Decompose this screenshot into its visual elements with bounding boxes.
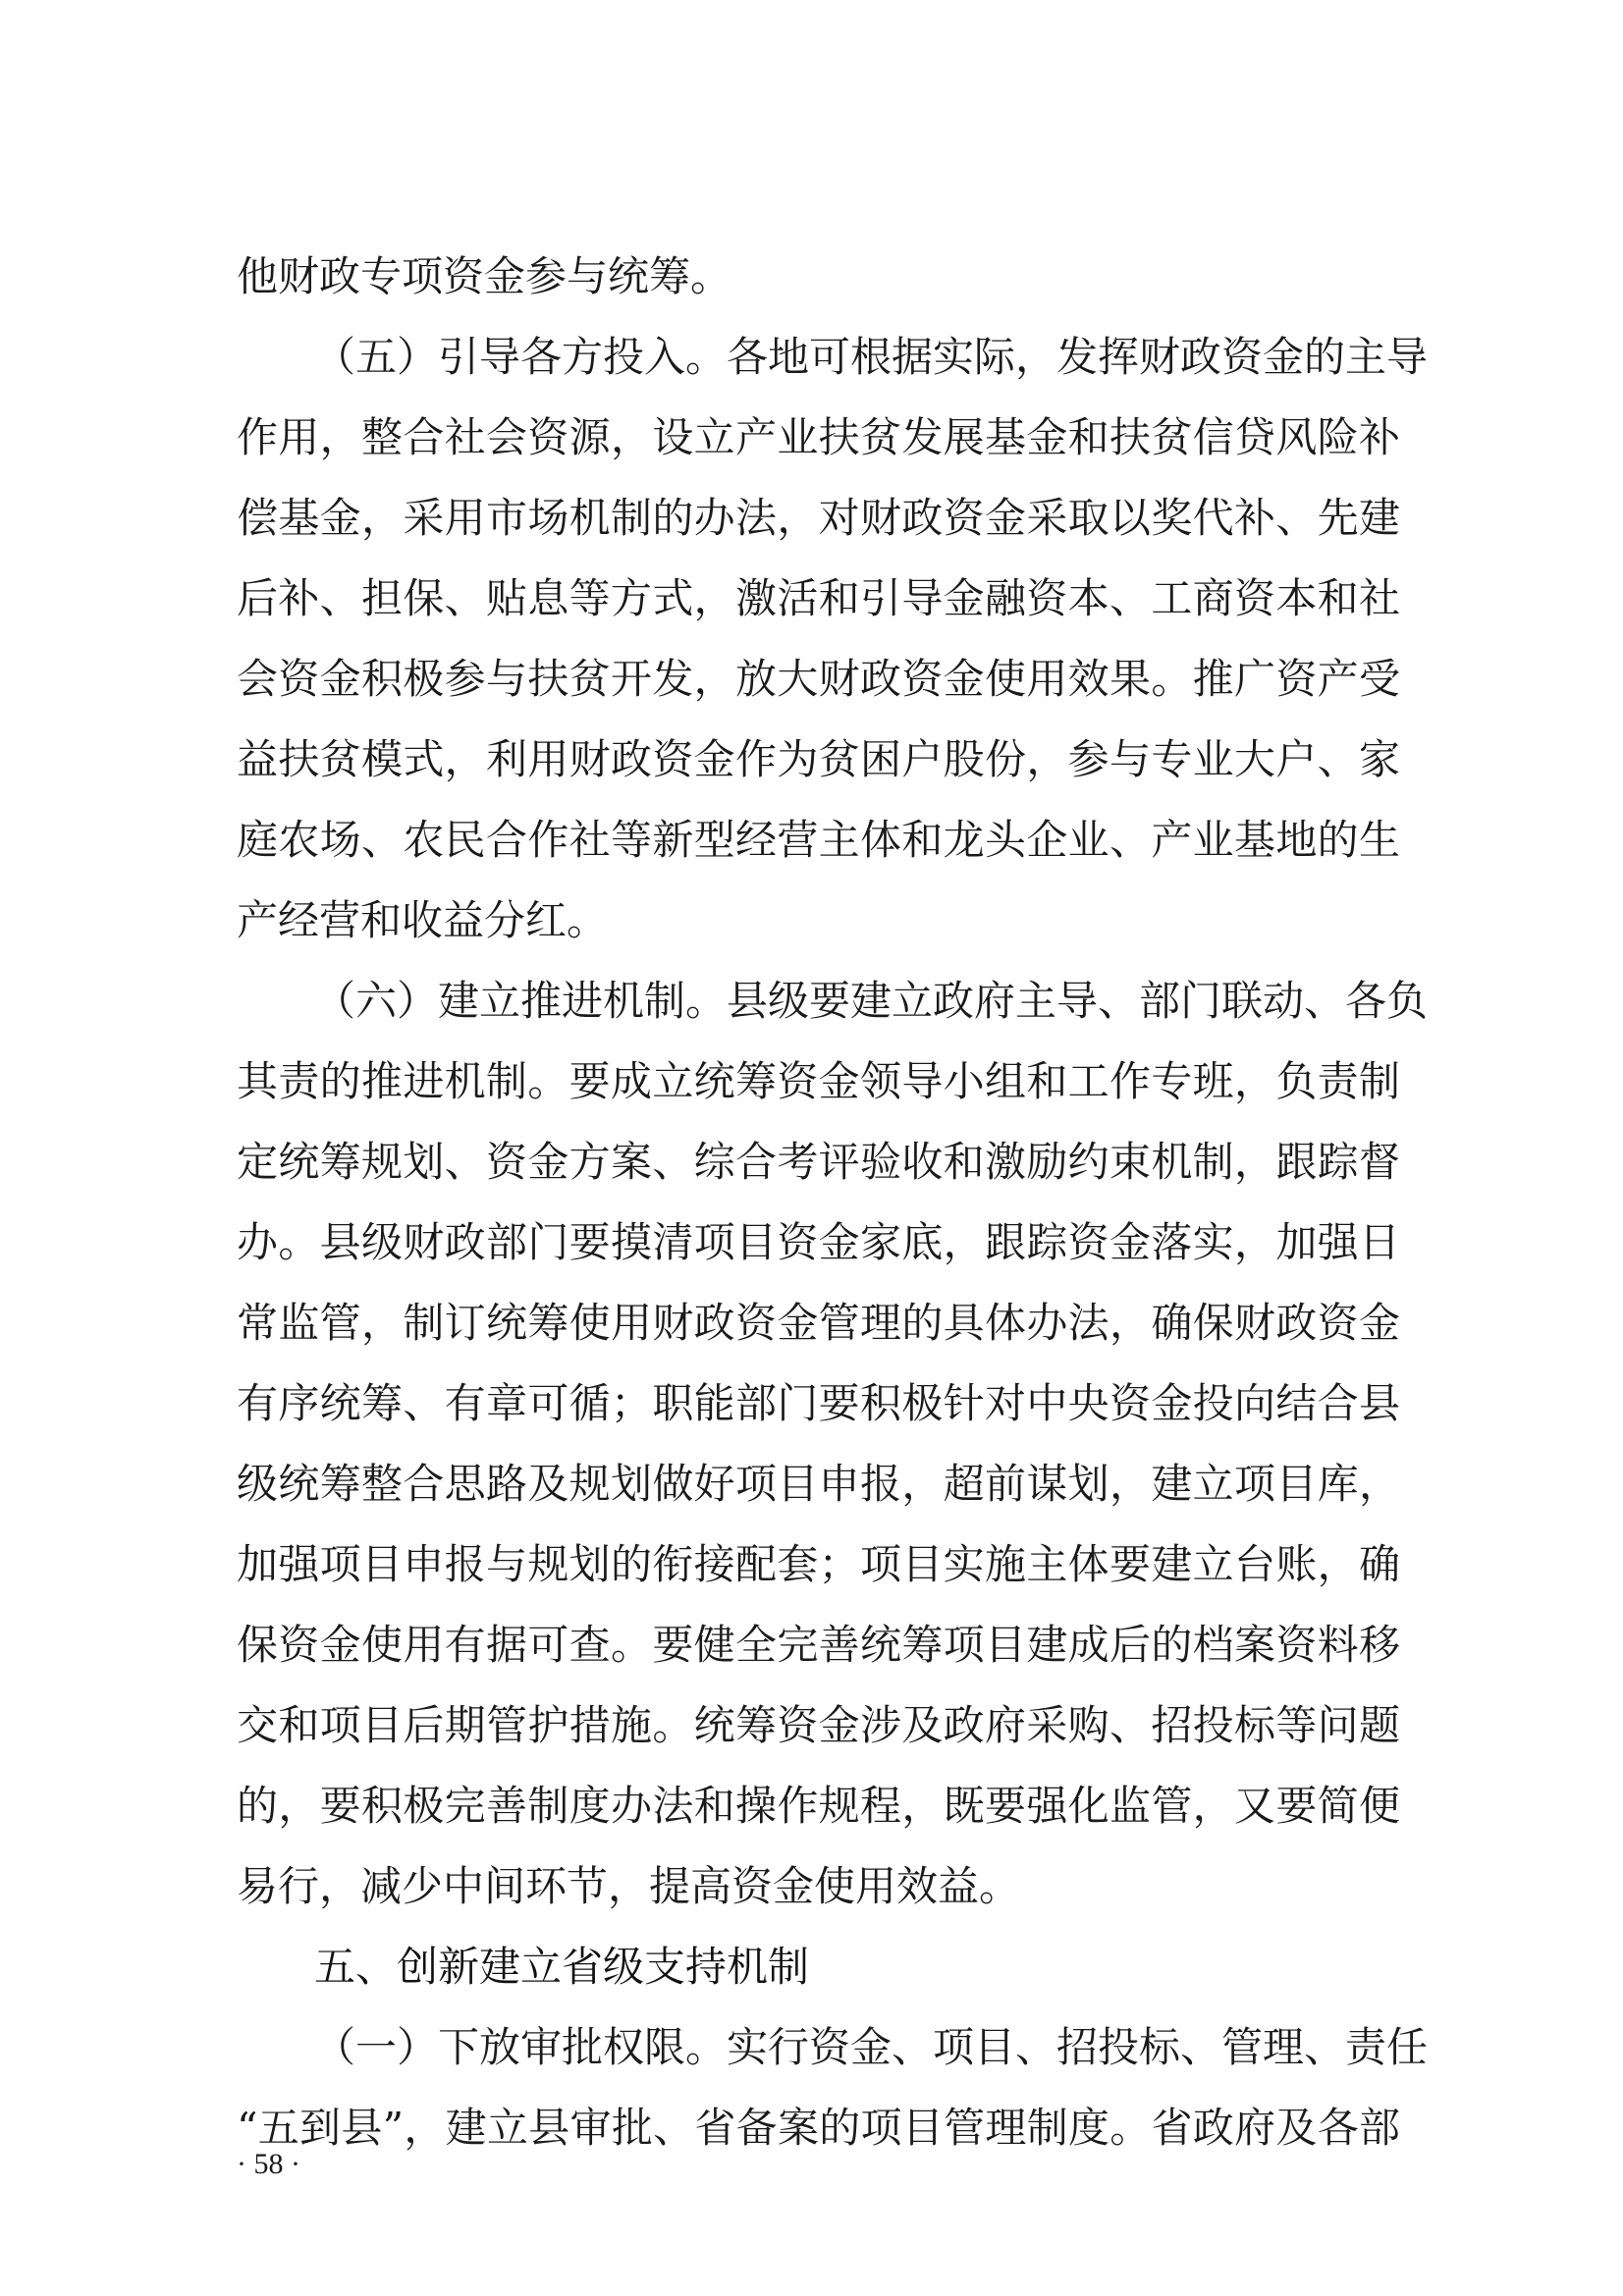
page-number: · 58 · [237,2148,300,2180]
section-heading: 五、创新建立省级支持机制 [314,1943,810,1991]
paragraph-line: 保资金使用有据可查。要健全完善统筹项目建成后的档案资料移 [237,1621,1400,1669]
paragraph-line: 定统筹规划、资金方案、综合考评验收和激励约束机制，跟踪督 [237,1138,1400,1186]
paragraph-line: 偿基金，采用市场机制的办法，对财政资金采取以奖代补、先建 [237,494,1400,542]
paragraph-line: 后补、担保、贴息等方式，激活和引导金融资本、工商资本和社 [237,574,1400,622]
paragraph-line: 交和项目后期管护措施。统筹资金涉及政府采购、招投标等问题 [237,1701,1400,1749]
paragraph-line: 办。县级财政部门要摸清项目资金家底，跟踪资金落实，加强日 [237,1218,1400,1266]
paragraph-line: 产经营和收益分红。 [237,896,609,944]
paragraph-line: “五到县”，建立县审批、省备案的项目管理制度。省政府及各部 [237,2104,1400,2152]
paragraph-line: 他财政专项资金参与统筹。 [237,252,732,300]
paragraph-line: 级统筹整合思路及规划做好项目申报，超前谋划，建立项目库， [237,1460,1400,1508]
paragraph-line: 常监管，制订统筹使用财政资金管理的具体办法，确保财政资金 [237,1299,1400,1347]
paragraph-line: 益扶贫模式，利用财政资金作为贫困户股份，参与专业大户、家 [237,735,1400,783]
paragraph-line: 会资金积极参与扶贫开发，放大财政资金使用效果。推广资产受 [237,655,1400,703]
paragraph-line: 加强项目申报与规划的衔接配套；项目实施主体要建立台账，确 [237,1540,1400,1588]
paragraph-line: 作用，整合社会资源，设立产业扶贫发展基金和扶贫信贷风险补 [237,413,1400,461]
paragraph-line: 其责的推进机制。要成立统筹资金领导小组和工作专班，负责制 [237,1057,1400,1105]
paragraph-line: 有序统筹、有章可循；职能部门要积极针对中央资金投向结合县 [237,1379,1400,1427]
paragraph-line: 庭农场、农民合作社等新型经营主体和龙头企业、产业基地的生 [237,816,1400,864]
paragraph-line: 易行，减少中间环节，提高资金使用效益。 [237,1862,1021,1910]
paragraph-line: （六）建立推进机制。县级要建立政府主导、部门联动、各负 [314,977,1429,1025]
paragraph-line: （一）下放审批权限。实行资金、项目、招投标、管理、责任 [314,2023,1429,2071]
paragraph-line: 的，要积极完善制度办法和操作规程，既要强化监管，又要简便 [237,1782,1400,1830]
paragraph-line: （五）引导各方投入。各地可根据实际，发挥财政资金的主导 [314,333,1429,381]
